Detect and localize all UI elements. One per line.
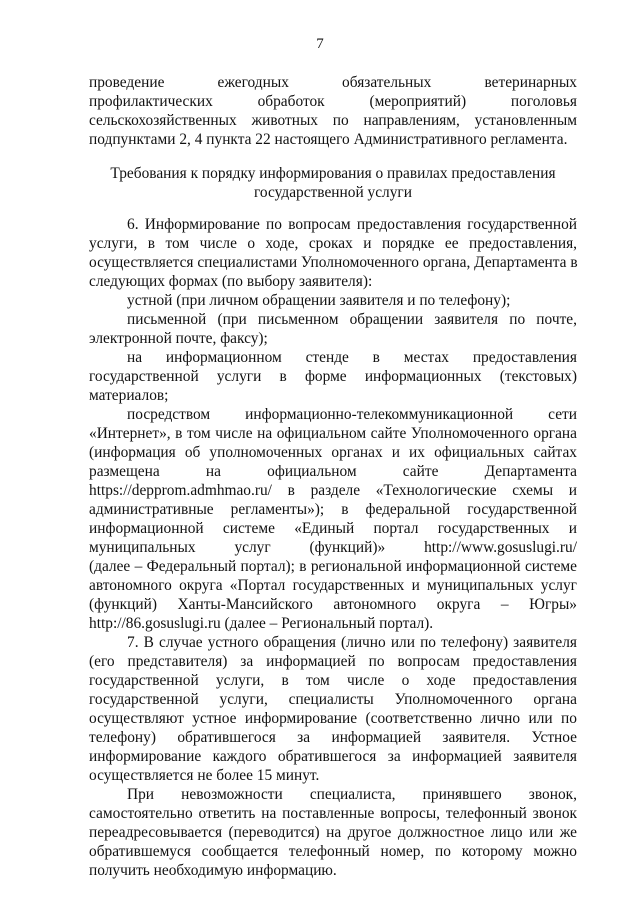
- text-line: муниципальных услуг (функций)» http://www.gosuslugi.ru/: [89, 539, 577, 556]
- text-line: (информация об уполномоченных органах и их официальных сайтах: [89, 444, 577, 461]
- text-line: осуществляется специалистами Уполномоченного органа, Департамента в: [89, 254, 578, 271]
- text-line: информирование каждого обратившегося за информацией заявителя: [89, 748, 577, 765]
- text-line: информационной системе «Единый портал государственных и: [89, 520, 577, 537]
- text-line: При невозможности специалиста, принявшего звонок,: [127, 786, 577, 803]
- text-line: (его представителя) за информацией по вопросам предоставления: [89, 653, 577, 670]
- text-line: государственной услуги, специалисты Уполномоченного органа: [89, 691, 577, 708]
- text-line: «Интернет», в том числе на официальном сайте Уполномоченного органа: [89, 425, 577, 442]
- text-line: материалов;: [89, 387, 169, 404]
- text-line: государственной услуги в форме информационных (текстовых): [89, 368, 577, 385]
- text-line: переадресовывается (переводится) на другое должностное лицо или же: [89, 824, 577, 841]
- text-line: 7. В случае устного обращения (лично или по телефону) заявителя: [127, 634, 577, 651]
- text-line: получить необходимую информацию.: [89, 862, 337, 879]
- text-line: административные регламенты»); в федеральной государственной: [89, 501, 577, 518]
- text-line: самостоятельно ответить на поставленные вопросы, телефонный звонок: [89, 805, 577, 822]
- text-line: сельскохозяйственных животных по направлениям, установленным: [89, 112, 577, 129]
- text-line: автономного округа «Портал государственных и муниципальных услуг: [89, 577, 577, 594]
- text-line: проведение ежегодных обязательных ветеринарных: [89, 74, 577, 91]
- page-number: 7: [316, 36, 324, 52]
- text-line: посредством информационно-телекоммуникационной сети: [127, 406, 577, 423]
- text-line: электронной почте, факсу);: [89, 330, 268, 347]
- text-line: 6. Информирование по вопросам предоставления государственной: [127, 216, 577, 233]
- text-line: на информационном стенде в местах предоставления: [127, 349, 577, 366]
- text-line: обратившемуся сообщается телефонный номер, по которому можно: [89, 843, 577, 860]
- text-line: государственной услуги, в том числе о ходе предоставления: [89, 672, 577, 689]
- text-line: осуществляют устное информирование (соответственно лично или по: [89, 710, 577, 727]
- text-line: следующих формах (по выбору заявителя):: [89, 273, 373, 290]
- text-line: (далее – Федеральный портал); в региональной информационной системе: [89, 558, 577, 575]
- text-line: http://86.gosuslugi.ru (далее – Региональный портал).: [89, 615, 434, 632]
- text-line: устной (при личном обращении заявителя и по телефону);: [127, 292, 511, 309]
- text-line: профилактических обработок (мероприятий) поголовья: [89, 93, 577, 110]
- text-line: подпунктами 2, 4 пункта 22 настоящего Административного регламента.: [89, 131, 568, 148]
- heading-line: Требования к порядку информирования о правилах предоставления: [110, 165, 556, 182]
- text-line: услуги, в том числе о ходе, сроках и порядке ее предоставления,: [89, 235, 577, 252]
- text-line: письменной (при письменном обращении заявителя по почте,: [127, 311, 577, 328]
- text-line: телефону) обратившегося за информацией заявителя. Устное: [89, 729, 577, 746]
- text-line: осуществляется не более 15 минут.: [89, 767, 320, 784]
- text-line: https://depprom.admhmao.ru/ в разделе «Технологические схемы и: [89, 482, 577, 499]
- heading-line: государственной услуги: [254, 184, 412, 201]
- text-line: (функций) Ханты-Мансийского автономного округа – Югры»: [89, 596, 577, 613]
- text-line: размещена на официальном сайте Департамента: [89, 463, 577, 480]
